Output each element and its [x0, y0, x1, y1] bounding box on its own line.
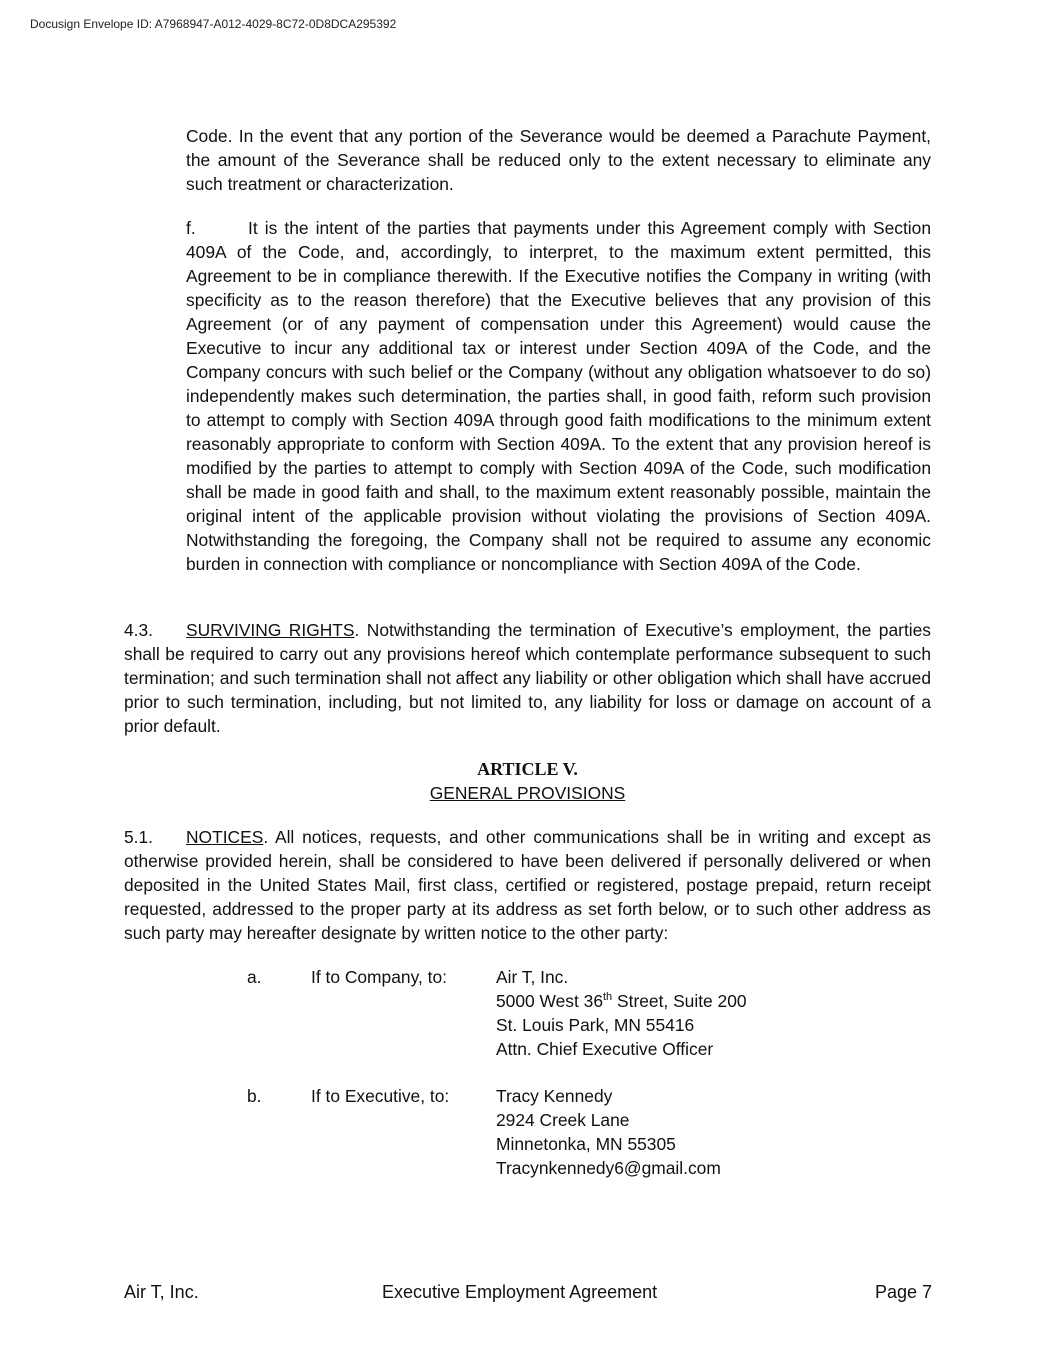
paragraph-severance-continued: Code. In the event that any portion of the Severance would be deemed a Parachute Payment, the amount of the Severance shall be reduced only to the extent necessary to eliminate any such treatment or characterization.: [186, 126, 931, 194]
section-4-3-number: 4.3.: [124, 620, 154, 640]
docusign-envelope-id: Docusign Envelope ID: A7968947-A012-4029-8C72-0D8DCA295392: [30, 17, 397, 31]
notice-company-letter: a.: [247, 967, 262, 987]
executive-address-lines: [496, 1084, 721, 1180]
notice-company-label: If to Company, to:: [311, 967, 447, 987]
executive-email: Tracynkennedy6@gmail.com: [496, 1158, 721, 1178]
executive-name: Tracy Kennedy: [496, 1086, 613, 1106]
footer-page-number: Page 7: [875, 1282, 933, 1302]
company-name: Air T, Inc.: [496, 967, 569, 987]
company-street: 5000 West 36th Street, Suite 200: [496, 991, 747, 1011]
section-5-1-text: . All notices, requests, and other communications shall be in writing and except as otherwise provided herein, shall be considered to have been delivered if personally delivered or when deposited in the United States Mail, first class, certified or registered, postage prepaid, return receipt requested, addressed to the proper party at its address as set forth below, or to such other address as such party may hereafter designate by written notice to the other party:: [124, 827, 931, 943]
article-subtitle: GENERAL PROVISIONS: [429, 783, 626, 803]
paragraph-f: [186, 216, 931, 576]
company-city: St. Louis Park, MN 55416: [496, 1015, 695, 1035]
paragraph-f-text: It is the intent of the parties that payments under this Agreement comply with Section 409A of the Code, and, accordingly, to interpret, to the maximum extent permitted, this Agreement to be in compliance therewith. If the Executive notifies the Company in writing (with specificity as to the reason therefore) that the Executive believes that any provision of this Agreement (or of any payment of compensation under this Agreement) would cause the Executive to incur any additional tax or interest under Section 409A of the Code, and the Company concurs with such belief or the Company (without any obligation whatsoever to do so) independently makes such determination, the parties shall, in good faith, reform such provision to attempt to comply with Section 409A through good faith modifications to the minimum extent reasonably appropriate to conform with Section 409A. To the extent that any provision hereof is modified by the parties to attempt to comply with Section 409A of the Code, such modification shall be made in good faith and shall, to the maximum extent reasonably possible, maintain the original intent of the applicable provision without violating the provisions of Section 409A. Notwithstanding the foregoing, the Company shall not be required to assume any economic burden in connection with compliance or noncompliance with Section 409A of the Code.: [186, 218, 931, 574]
article-title: ARTICLE V.: [477, 759, 578, 779]
company-address-lines: [496, 965, 747, 1061]
section-4-3-heading: SURVIVING RIGHTS: [186, 620, 355, 640]
section-4-3-text: . Notwithstanding the termination of Executive’s employment, the parties shall be required to carry out any provisions hereof which contemplate performance subsequent to such termination; and such termination shall not affect any liability or other obligation which shall have accrued prior to such termination, including, but not limited to, any liability for loss or damage on account of a prior default.: [124, 620, 931, 736]
section-5-1: [124, 825, 931, 945]
paragraph-f-label: f.: [186, 218, 196, 238]
notice-address-executive: [0, 1084, 1055, 1184]
company-attention: Attn. Chief Executive Officer: [496, 1039, 714, 1059]
footer-company: Air T, Inc.: [124, 1282, 199, 1302]
executive-street: 2924 Creek Lane: [496, 1110, 630, 1130]
article-heading: [124, 757, 931, 805]
notice-executive-label: If to Executive, to:: [311, 1086, 450, 1106]
section-5-1-heading: NOTICES: [186, 827, 264, 847]
notice-executive-letter: b.: [247, 1086, 262, 1106]
section-4-3: [124, 618, 931, 738]
section-5-1-number: 5.1.: [124, 827, 154, 847]
footer-title: Executive Employment Agreement: [382, 1282, 658, 1302]
notice-address-company: [0, 965, 1055, 1065]
executive-city: Minnetonka, MN 55305: [496, 1134, 676, 1154]
